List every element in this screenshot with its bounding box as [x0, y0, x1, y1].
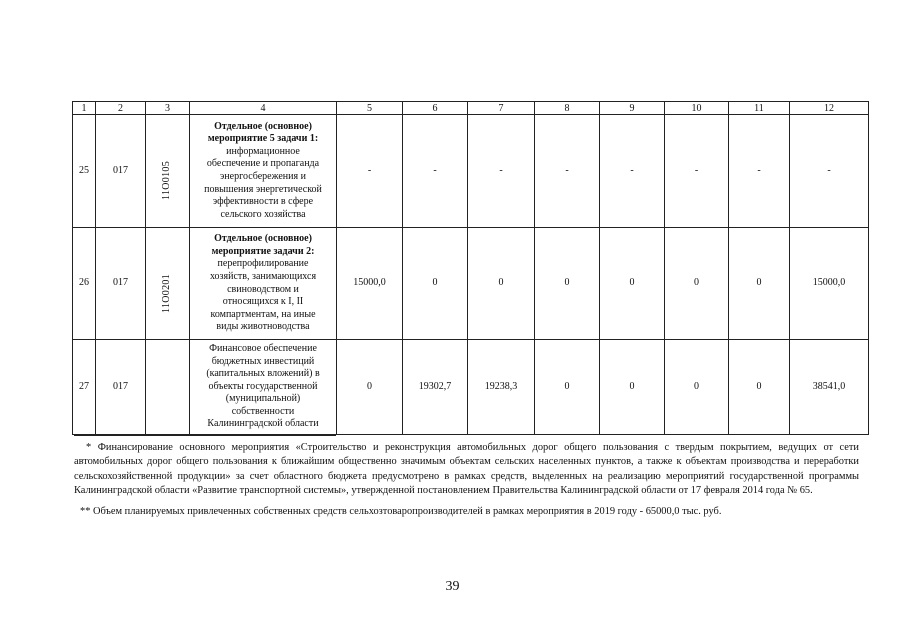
description-bold-line: Отдельное (основное)	[214, 233, 312, 245]
description-bold-line: Отдельное (основное)	[214, 120, 312, 132]
column-header: 4	[190, 102, 337, 115]
value-cell: -	[337, 115, 403, 228]
value-cell: -	[403, 115, 468, 228]
column-header: 6	[403, 102, 468, 115]
value-cell: 0	[600, 340, 665, 435]
activity-description	[190, 340, 337, 435]
footnotes	[74, 441, 859, 519]
value-cell: 0	[665, 228, 729, 340]
value-cell: 0	[337, 340, 403, 435]
description-line: Калининградской области	[207, 418, 319, 430]
description-line: относящихся к I, II	[222, 296, 304, 308]
row-number: 25	[73, 115, 96, 228]
classification-code: 11O0201	[161, 273, 173, 313]
classification-code: 11O0105	[161, 161, 173, 201]
table-row	[73, 340, 869, 435]
value-cell: 0	[729, 340, 790, 435]
value-cell: -	[790, 115, 869, 228]
description-bold-line: мероприятие 5 задачи 1:	[207, 133, 319, 145]
table-header-row	[73, 102, 869, 115]
value-cell: 0	[535, 340, 600, 435]
column-header: 10	[665, 102, 729, 115]
footnote-2: ** Объем планируемых привлеченных собственных средств сельхозтоваропроизводителей в рамках мероприятия в 2019 году - 65000,0 тыс. руб.	[80, 505, 722, 517]
value-cell: -	[600, 115, 665, 228]
description-line: свиноводством и	[227, 283, 299, 295]
column-header: 1	[73, 102, 96, 115]
activity-description	[190, 228, 337, 340]
column-header: 9	[600, 102, 665, 115]
description-line: энергосбережения и	[220, 171, 306, 182]
column-header: 5	[337, 102, 403, 115]
value-cell: -	[729, 115, 790, 228]
value-cell: 0	[600, 228, 665, 340]
footnote-separator	[74, 435, 336, 436]
page-number: 39	[445, 579, 460, 594]
description-line: (муниципальной)	[225, 393, 301, 405]
column-header: 7	[468, 102, 535, 115]
value-cell: 15000,0	[790, 228, 869, 340]
column-header: 11	[729, 102, 790, 115]
description-line: повышения энергетической	[204, 183, 322, 195]
description-line: собственности	[231, 405, 295, 417]
description-line: виды животноводства	[216, 321, 310, 333]
value-cell: 38541,0	[790, 340, 869, 435]
description-line: перепрофилирование	[217, 258, 309, 270]
column-header: 8	[535, 102, 600, 115]
value-cell: 0	[729, 228, 790, 340]
description-line: бюджетных инвестиций	[211, 355, 315, 367]
description-line: эффективности в сфере	[212, 196, 314, 208]
value-cell: 19238,3	[468, 340, 535, 435]
column-header: 3	[146, 102, 190, 115]
column-header: 12	[790, 102, 869, 115]
description-bold-line: мероприятие задачи 2:	[211, 245, 315, 257]
budget-table	[72, 101, 869, 435]
description-line: обеспечение и пропаганда	[206, 158, 320, 170]
admin-code: 017	[96, 115, 146, 228]
table-row	[73, 228, 869, 340]
value-cell: 0	[665, 340, 729, 435]
table-row	[73, 115, 869, 228]
description-line: (капитальных вложений) в	[206, 368, 320, 380]
value-cell: -	[468, 115, 535, 228]
footnote-1: * Финансирование основного мероприятия «Строительство и реконструкция автомобильных дорог общего пользования с твердым покрытием, ведущих от сети автомобильных дорог общего пользования к ближайшим общественно значимым объектам сельских населенных пунктов, а также к объектам производства и переработки сельскохозяйственной продукции» за счет областного бюджета предусмотрено в рамках средств, выделенных на реализацию мероприятий государственной программы Калининградской области «Развитие транспортной системы», утвержденной постановлением Правительства Калининградской области от 17 февраля 2014 года № 65.	[74, 442, 859, 497]
classification-code-cell	[146, 228, 190, 340]
value-cell: 19302,7	[403, 340, 468, 435]
classification-code-cell	[146, 340, 190, 435]
row-number: 27	[73, 340, 96, 435]
description-line: хозяйств, занимающихся	[209, 270, 317, 282]
description-line: сельского хозяйства	[220, 208, 306, 220]
description-line: информационное	[226, 145, 300, 157]
column-header: 2	[96, 102, 146, 115]
admin-code: 017	[96, 228, 146, 340]
value-cell: 15000,0	[337, 228, 403, 340]
admin-code: 017	[96, 340, 146, 435]
activity-description	[190, 115, 337, 228]
classification-code-cell	[146, 115, 190, 228]
description-line: Финансовое обеспечение	[209, 342, 317, 354]
value-cell: -	[665, 115, 729, 228]
description-line: объекты государственной	[208, 380, 318, 392]
row-number: 26	[73, 228, 96, 340]
value-cell: 0	[535, 228, 600, 340]
description-line: компартментам, на иные	[210, 308, 316, 320]
value-cell: -	[535, 115, 600, 228]
value-cell: 0	[403, 228, 468, 340]
value-cell: 0	[468, 228, 535, 340]
